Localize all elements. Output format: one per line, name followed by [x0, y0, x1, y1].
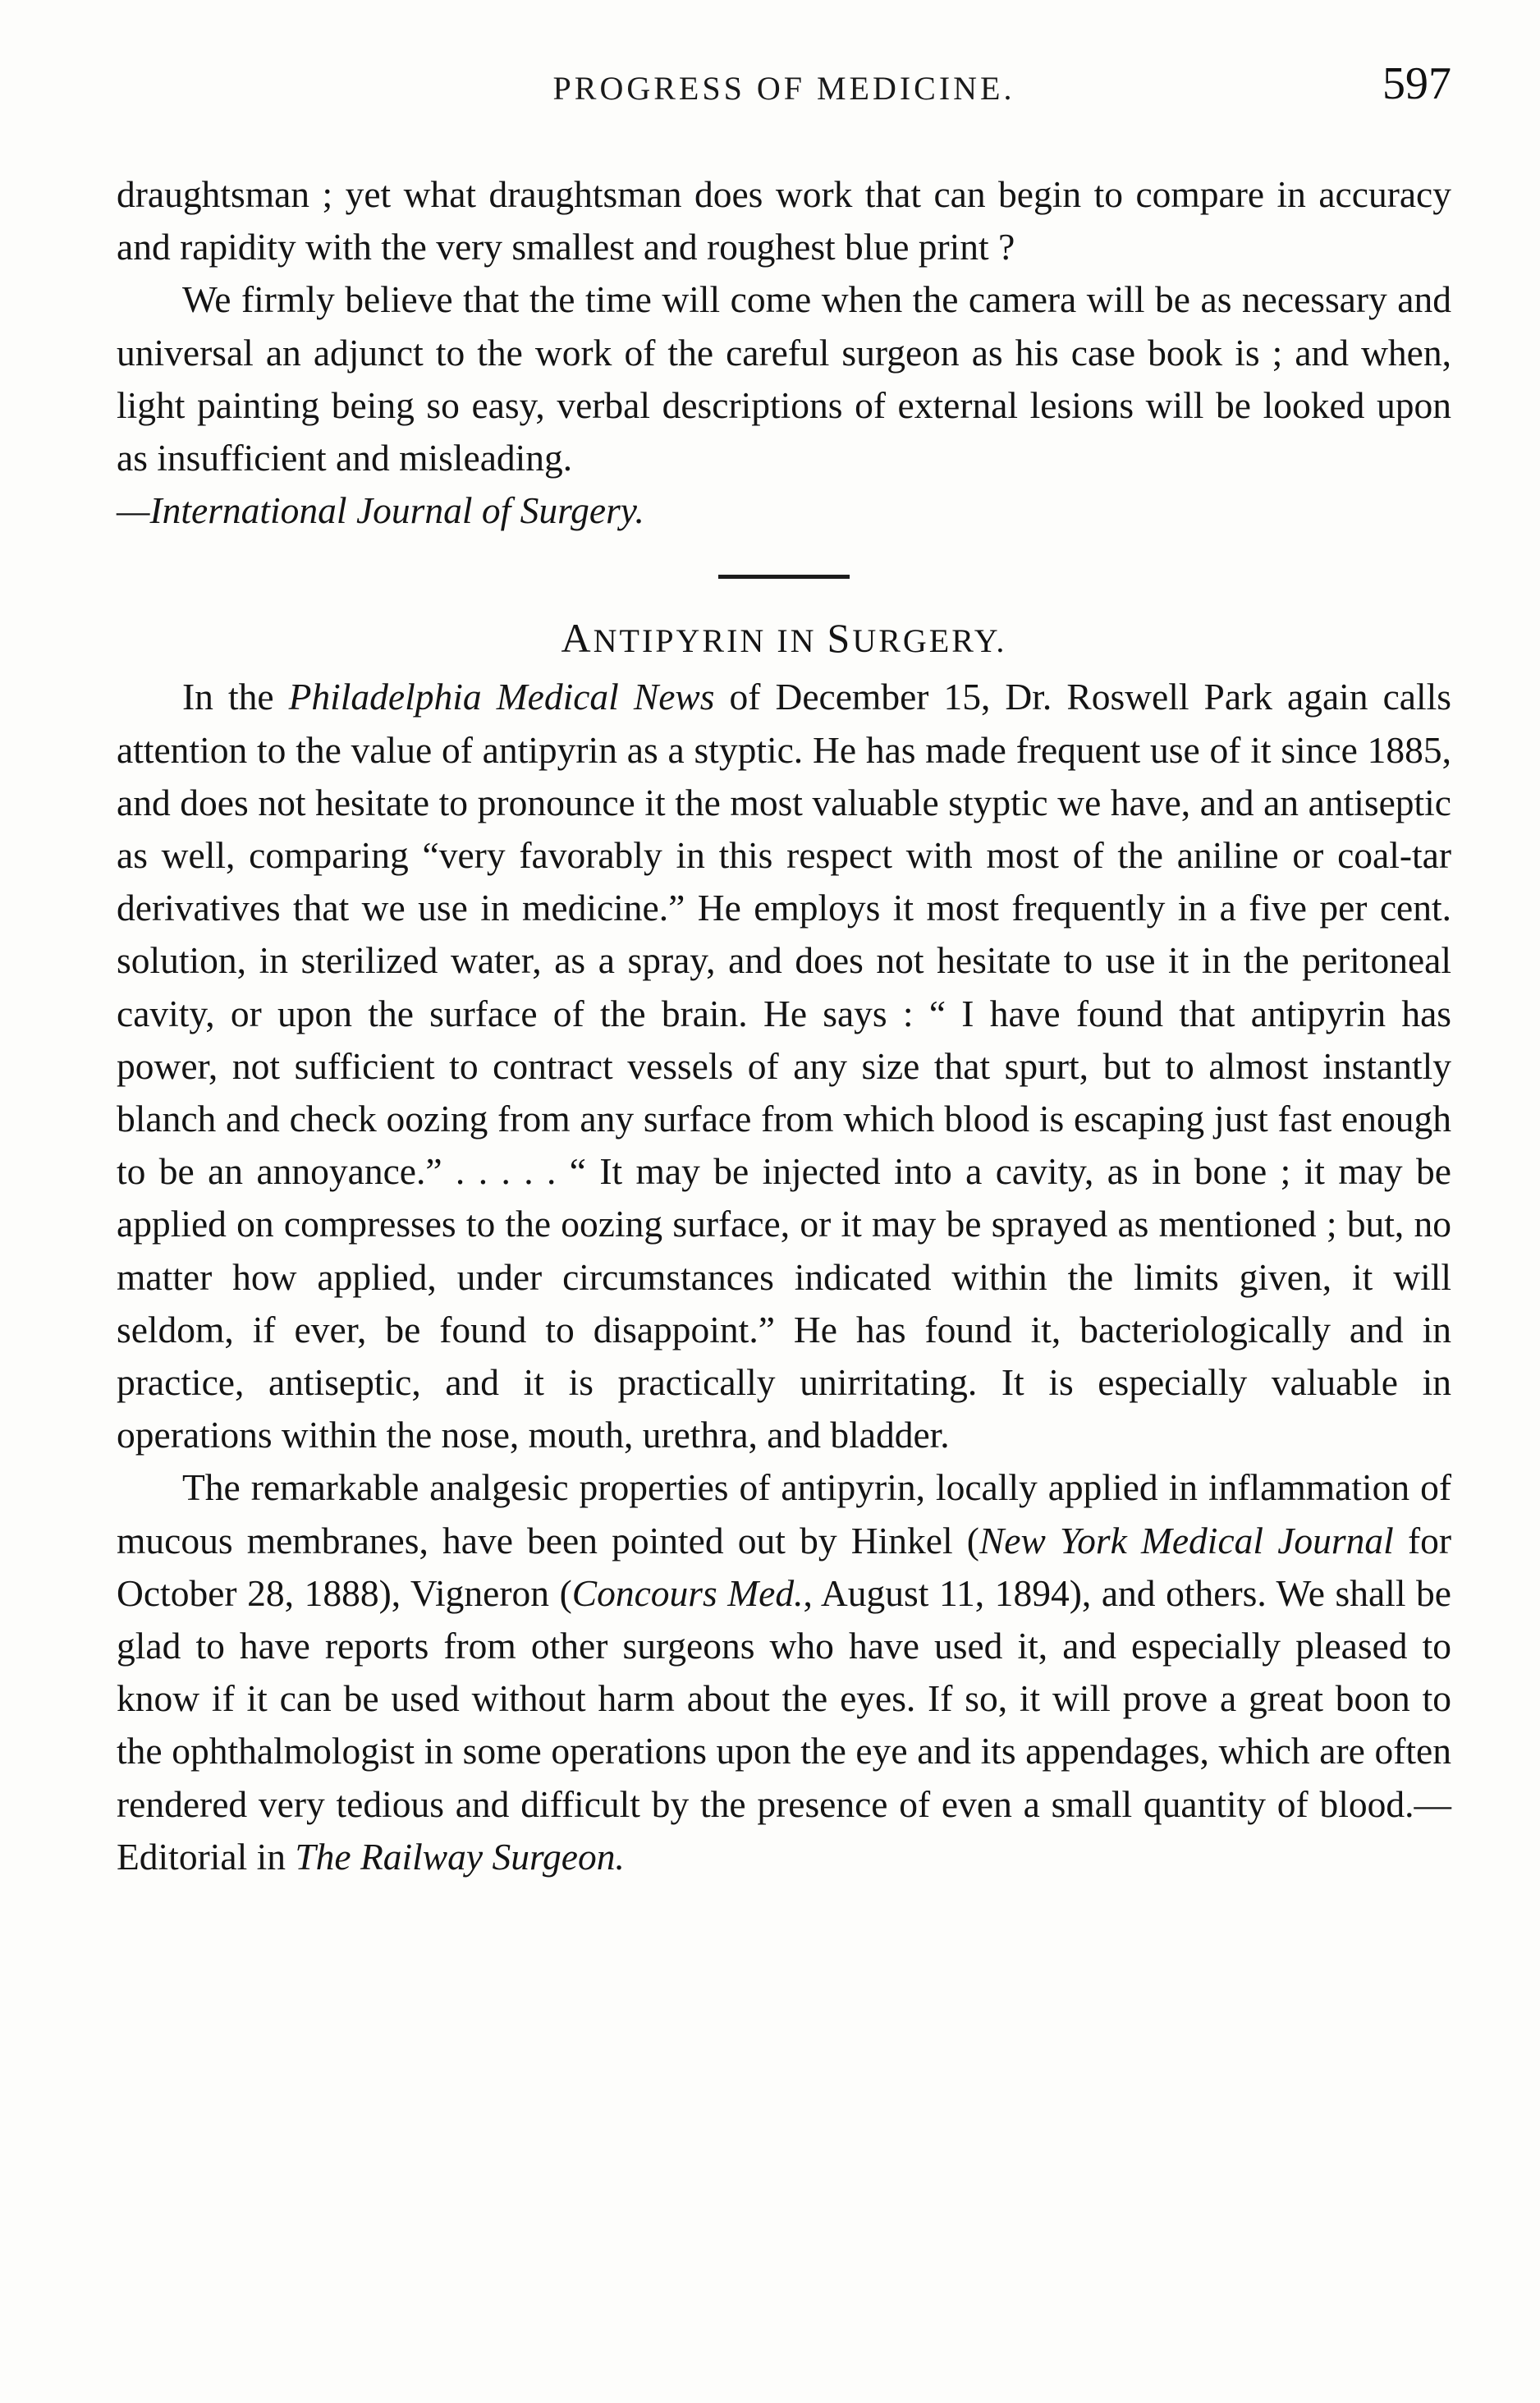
section-title [117, 612, 1451, 667]
article-p2-mid-1: for October 28, 1888), Vigneron ( [117, 1519, 1451, 1614]
running-title: PROGRESS OF MEDICINE. [552, 70, 1015, 107]
journal-title-railway-surgeon: The Railway Surgeon. [295, 1835, 625, 1878]
article-paragraph-1 [117, 671, 1451, 1461]
page-number: 597 [1382, 58, 1451, 109]
source-citation [117, 484, 1451, 537]
continued-paragraph: draughtsman ; yet what draughtsman does work that can begin to compare in accuracy and rapidity with the very smallest and roughest blue print ? [117, 173, 1451, 268]
article-p1-lead: In the [182, 676, 289, 718]
section-title-part-1: NTIPYRIN IN [593, 622, 827, 660]
article-p1-text: of December 15, Dr. Roswell Park again calls attention to the value of antipyrin as a styptic. He has made frequent use of it since 1885, and does not hesitate to pronounce it the most valuable styptic we have, and an antiseptic as well, comparing “very favorably in this respect with most of the aniline or coal-tar derivatives that we use in medicine.” He employs it most frequently in a five per cent. solution, in sterilized water, as a spray, and does not hesitate to use it in the peritoneal cavity, or upon the surface of the brain. He says : “ I have found that antipyrin has power, not sufficient to contract vessels of any size that spurt, but to almost instantly blanch and check oozing from any surface from which blood is escaping just fast enough to be an annoyance.” . . . . . “ It may be injected into a cavity, as in bone ; it may be applied on compresses to the oozing surface, or it may be sprayed as mentioned ; but, no matter how applied, under circumstances indicated within the limits given, it will seldom, if ever, be found to disappoint.” He has found it, bacteriologically and in practice, antiseptic, and it is practically unirritating. It is especially valuable in operations within the nose, mouth, urethra, and bladder. [117, 676, 1451, 1456]
section-title-cap-1: A [561, 615, 594, 662]
journal-title-philadelphia: Philadelphia Medical News [288, 676, 715, 718]
journal-title-new-york: New York Medical Journal [979, 1519, 1394, 1561]
camera-paragraph: We firmly believe that the time will come when the camera will be as necessary and universal an adjunct to the work of the careful surgeon as his case book is ; and when, light painting being so easy, verbal descriptions of external lesions will be looked upon as insufficient and misleading. [117, 278, 1451, 479]
article-p2-lead: The remarkable analgesic properties of antipyrin, locally applied in inflammation of mucous membranes, have been pointed out by Hinkel ( [117, 1466, 1451, 1561]
section-divider [718, 575, 850, 579]
article-paragraph-2 [117, 1461, 1451, 1883]
source-citation-text: —International Journal of Surgery. [117, 489, 644, 532]
section-title-part-2: URGERY. [852, 622, 1007, 660]
running-head [117, 57, 1451, 131]
journal-title-concours: Concours Med. [571, 1571, 804, 1614]
page-body [117, 168, 1451, 1883]
section-title-cap-2: S [827, 615, 853, 662]
article-p2-mid-2: , August 11, 1894), and others. We shall be glad to have reports from other surgeons who have used it, and especially pleased to know if it can be used without harm about the eyes. If so, it will prove a great boon to the ophthalmologist in some operations upon the eye and its appendages, which are often rendered very tedious and difficult by the presence of even a small quantity of blood.—Editorial in [117, 1571, 1451, 1878]
